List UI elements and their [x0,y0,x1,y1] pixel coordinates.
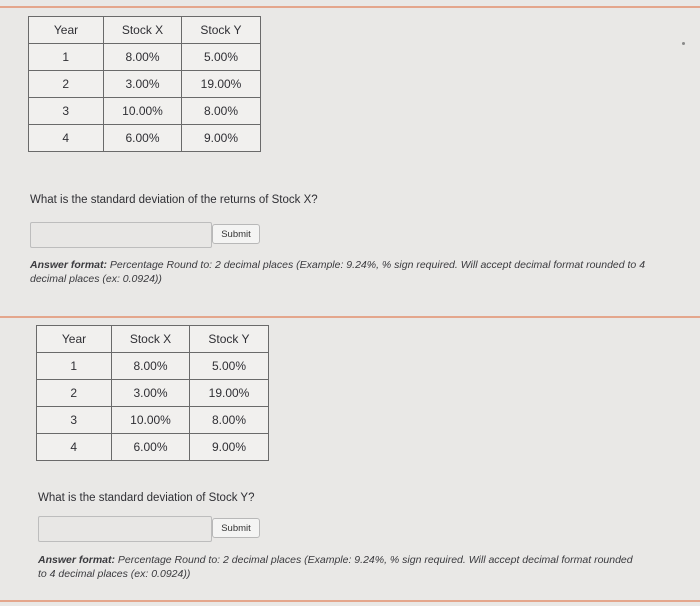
answer-format-note-2 [38,553,638,581]
answer-format-label: Answer format: [38,554,116,566]
section-divider-middle [0,316,700,318]
answer-format-text: Percentage Round to: 2 decimal places (Example: 9.24%, % sign required. Will accept decimal format rounded to 4 decimal places (ex: 0.0924)) [30,259,646,285]
cell-stock-x: 8.00% [104,44,182,71]
cell-stock-y: 5.00% [182,44,261,71]
returns-table-2 [36,325,269,461]
header-stock-y: Stock Y [182,17,261,44]
submit-button-2[interactable]: Submit [212,518,260,538]
table-row [37,353,269,380]
cell-year: 4 [37,434,112,461]
cell-year: 3 [29,98,104,125]
cell-stock-x: 6.00% [112,434,190,461]
cell-stock-x: 3.00% [104,71,182,98]
cell-stock-x: 10.00% [112,407,190,434]
table-row [37,380,269,407]
header-stock-x: Stock X [112,326,190,353]
returns-table-1 [28,16,261,152]
cell-stock-y: 19.00% [190,380,269,407]
table-header-row [29,17,261,44]
table-header-row [37,326,269,353]
cell-stock-y: 9.00% [190,434,269,461]
cell-stock-x: 8.00% [112,353,190,380]
cell-stock-y: 8.00% [190,407,269,434]
table-row [29,71,261,98]
table-row [29,44,261,71]
question-1-text: What is the standard deviation of the returns of Stock X? [30,194,318,206]
cell-stock-y: 5.00% [190,353,269,380]
cell-year: 2 [37,380,112,407]
cell-stock-x: 3.00% [112,380,190,407]
cell-stock-x: 6.00% [104,125,182,152]
header-year: Year [37,326,112,353]
answer-format-note-1 [30,258,660,286]
table-row [37,407,269,434]
section-divider-bottom [0,600,700,602]
answer-input-1[interactable] [30,222,212,248]
cell-year: 2 [29,71,104,98]
submit-button-1[interactable]: Submit [212,224,260,244]
header-year: Year [29,17,104,44]
header-stock-x: Stock X [104,17,182,44]
cell-stock-y: 8.00% [182,98,261,125]
header-stock-y: Stock Y [190,326,269,353]
decorative-dot [682,42,685,45]
section-divider-top [0,6,700,8]
cell-stock-x: 10.00% [104,98,182,125]
cell-stock-y: 9.00% [182,125,261,152]
answer-input-2[interactable] [38,516,212,542]
answer-format-label: Answer format: [30,259,108,271]
table-row [29,125,261,152]
table-row [29,98,261,125]
question-2-text: What is the standard deviation of Stock Y? [38,492,255,504]
cell-year: 3 [37,407,112,434]
table-row [37,434,269,461]
cell-year: 1 [29,44,104,71]
answer-format-text: Percentage Round to: 2 decimal places (Example: 9.24%, % sign required. Will accept decimal format rounded to 4 decimal places (ex: 0.0924)) [38,554,633,580]
cell-year: 4 [29,125,104,152]
cell-year: 1 [37,353,112,380]
cell-stock-y: 19.00% [182,71,261,98]
